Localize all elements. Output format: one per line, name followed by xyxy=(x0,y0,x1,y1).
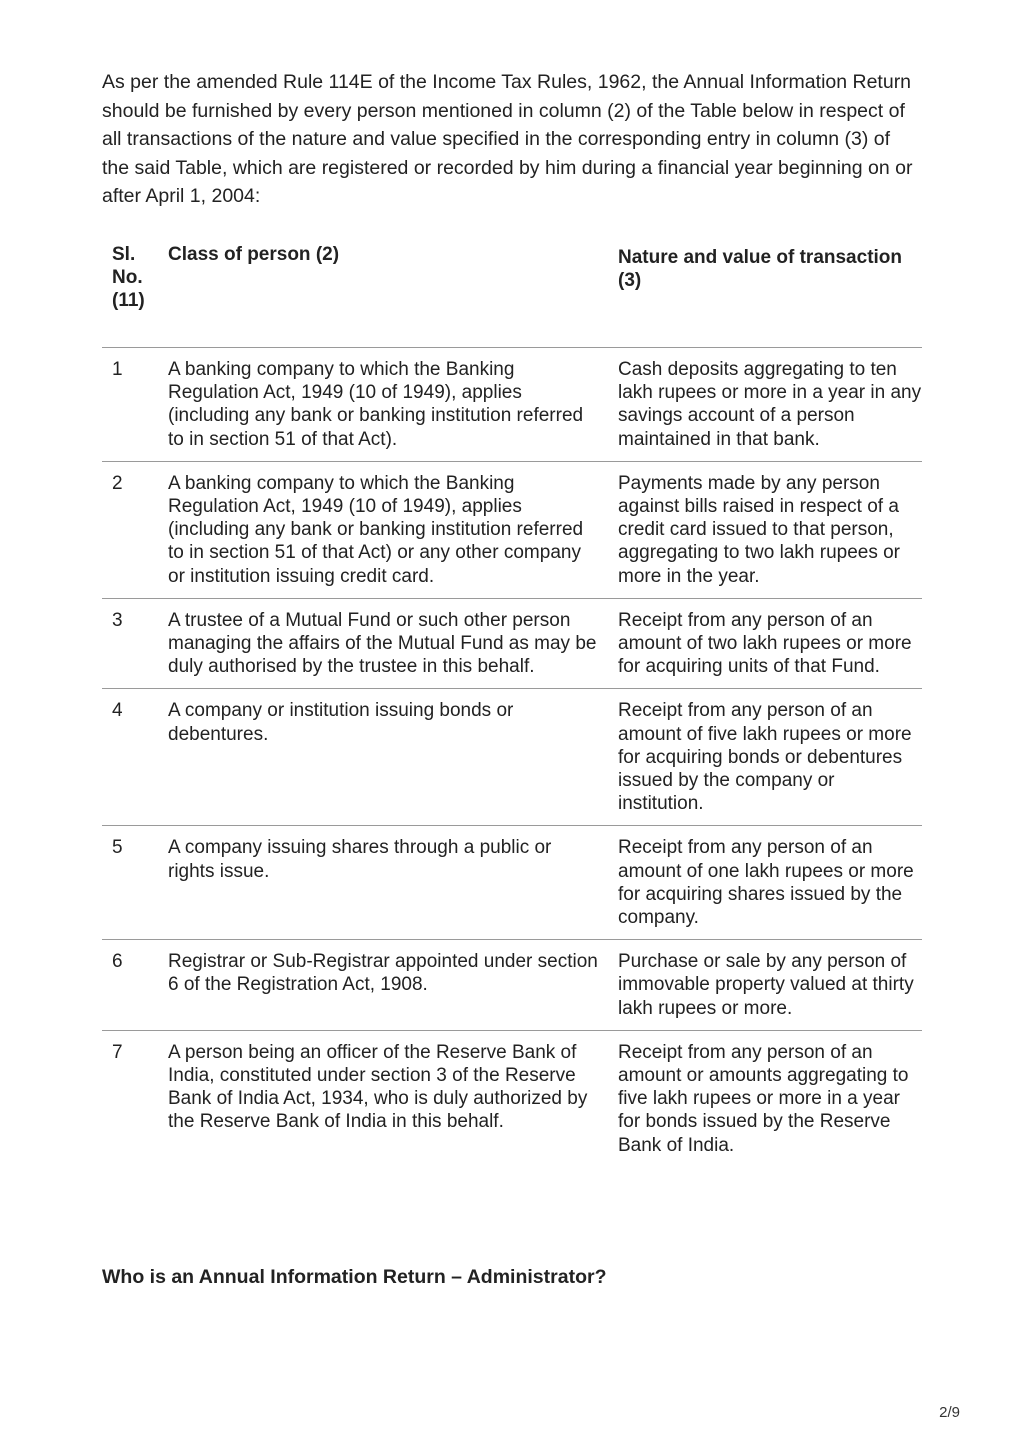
row-sl-no: 3 xyxy=(102,598,168,689)
row-nature-value: Receipt from any person of an amount of two lakh rupees or more for acquiring units of that Fund. xyxy=(618,598,922,689)
table-header-row xyxy=(102,240,922,348)
row-nature-value: Receipt from any person of an amount of one lakh rupees or more for acquiring shares issued by the company. xyxy=(618,826,922,940)
row-nature-value: Cash deposits aggregating to ten lakh rupees or more in a year in any savings account of a person maintained in that bank. xyxy=(618,348,922,462)
row-class-of-person: A banking company to which the Banking Regulation Act, 1949 (10 of 1949), applies (including any bank or banking institution referred to in section 51 of that Act). xyxy=(168,348,618,462)
row-sl-no: 6 xyxy=(102,940,168,1031)
page-number: 2/9 xyxy=(939,1404,960,1421)
row-sl-no: 4 xyxy=(102,689,168,826)
table-row xyxy=(102,826,922,940)
table-row xyxy=(102,598,922,689)
header-class-of-person: Class of person (2) xyxy=(168,240,618,348)
row-class-of-person: A company issuing shares through a public or rights issue. xyxy=(168,826,618,940)
row-sl-no: 7 xyxy=(112,1041,123,1063)
table-row xyxy=(102,940,922,1031)
row-class-of-person: A person being an officer of the Reserve Bank of India, constituted under section 3 of the Reserve Bank of India Act, 1934, who is duly authorized by the Reserve Bank of India in this behalf. xyxy=(168,1041,588,1133)
row-sl-no: 2 xyxy=(102,461,168,598)
row-class-of-person: Registrar or Sub-Registrar appointed under section 6 of the Registration Act, 1908. xyxy=(168,940,618,1031)
table-row xyxy=(102,348,922,462)
table-row xyxy=(102,689,922,826)
row-nature-value: Payments made by any person against bills raised in respect of a credit card issued to that person, aggregating to two lakh rupees or more in the year. xyxy=(618,461,922,598)
rule-114e-table xyxy=(102,240,922,1167)
row-sl-no: 5 xyxy=(102,826,168,940)
table-row xyxy=(102,461,922,598)
row-class-of-person: A banking company to which the Banking Regulation Act, 1949 (10 of 1949), applies (including any bank or banking institution referred to in section 51 of that Act) or any other company or institution issuing credit card. xyxy=(168,461,618,598)
section-heading: Who is an Annual Information Return – Administrator? xyxy=(102,1266,607,1288)
table-row xyxy=(102,1030,922,1167)
intro-paragraph: As per the amended Rule 114E of the Income Tax Rules, 1962, the Annual Information Return should be furnished by every person mentioned in column (2) of the Table below in respect of all transactions of the nature and value specified in the corresponding entry in column (3) of the said Table, which are registered or recorded by him during a financial year beginning on or after April 1, 2004: xyxy=(102,71,913,207)
row-class-of-person: A company or institution issuing bonds or debentures. xyxy=(168,689,618,826)
row-nature-value: Receipt from any person of an amount of five lakh rupees or more for acquiring bonds or debentures issued by the company or institution. xyxy=(618,689,922,826)
row-nature-value: Receipt from any person of an amount or amounts aggregating to five lakh rupees or more in a year for bonds issued by the Reserve Bank of India. xyxy=(618,1041,909,1156)
row-class-of-person: A trustee of a Mutual Fund or such other person managing the affairs of the Mutual Fund as may be duly authorised by the trustee in this behalf. xyxy=(168,598,618,689)
header-nature-value xyxy=(618,240,922,348)
header-nature-value-text: Nature and value of transaction (3) xyxy=(618,247,903,292)
header-sl-no: Sl. No. (11) xyxy=(102,240,168,348)
row-nature-value: Purchase or sale by any person of immovable property valued at thirty lakh rupees or more. xyxy=(618,940,922,1031)
row-sl-no: 1 xyxy=(102,348,168,462)
